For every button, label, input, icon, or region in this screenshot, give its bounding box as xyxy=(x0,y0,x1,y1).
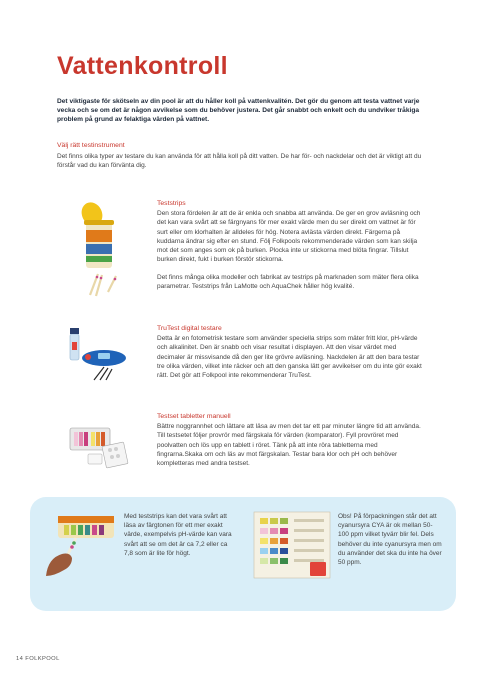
choose-heading: Välj rätt testinstrument xyxy=(57,142,125,149)
trutest-text xyxy=(157,334,422,380)
box-left-text: Med teststrips kan det vara svårt att läsa av färgtonen för ett mer exakt värde, exempelvis pH-värde kan vara svårt att se om det är ca 7,2 eller ca 7,8 som är lite för högt. xyxy=(124,513,232,557)
page-title: Vattenkontroll xyxy=(57,52,228,80)
teststrips-image xyxy=(72,200,134,300)
teststrips-package-image xyxy=(252,510,332,580)
choose-text: Det finns olika typer av testare du kan använda för att hålla koll på ditt vatten. De har för- och nackdelar och det är viktigt att du förstår vad du kan förvänta dig. xyxy=(57,153,422,170)
trutest-paragraph-1: Detta är en fotometrisk testare som använder speciella strips som mäter fritt klor, pH-värde och alkalinitet. Den är snabb och visar resultat i displayen. Att den visar värdet med decimaler är missvisande då den ger lite grövre avläsning. Nackdelen är att den bara testar tre olika värden, vilket inte räcker och att den ganska lätt ger avvikelser om du inte gör exakt rätt. Det gör att Folkpool inte rekommenderar TruTest. xyxy=(157,335,422,380)
teststrips-text xyxy=(157,209,422,291)
trutest-heading: TruTest digital testare xyxy=(157,325,222,332)
teststrips-paragraph-1: Den stora fördelen är att de är enkla och snabba att använda. De ger en grov avläsning och det kan vara svårt att se färgnyans för mer exakt värde men du ser direkt om vattnet är för surt eller om klorhalten är alldeles för hög. Notera avlästa värden direkt. Färgerna på kuddarna ändrar sig efter en stund. Följ Folkpools rekommenderade värden som kan skilja mot det som anges som ok på burken. Plocka inte ur stickorna med blöta fingrar. Tillslut burken direkt, fukt i burken förstör stickorna. xyxy=(157,210,421,264)
tablets-text xyxy=(157,422,422,468)
teststrips-paragraph-2: Det finns många olika modeller och fabrikat av testrips på marknaden som mäter flera olika parametrar. Teststrips från LaMotte och AquaChek håller hög kvalité. xyxy=(157,273,419,291)
trutest-device-image xyxy=(64,320,132,384)
tablets-paragraph-1: Bättre noggrannhet och lättare att läsa av men det tar ett par minuter längre tid att använda. Till testsetet följer provrör med färgskala för värden (komparator). Fyll provröret med poolvatten och lös upp en tablett i röret. Tänk på att inte röra tabletterna med fingrarna.Skaka om och läs av mot färgskalan. Testar bara klor och pH och behöver kompletteras med andra testset. xyxy=(157,423,421,468)
tablet-testset-image xyxy=(68,420,130,470)
teststrips-heading: Teststrips xyxy=(157,200,186,207)
tablets-heading: Testset tabletter manuell xyxy=(157,413,231,420)
box-right-text: Obs! På förpackningen står det att cyanursyra CYA är ok mellan 50-100 ppm vilket tyvärr blir fel. Dels behöver du inte cyanursyra men om du använder det ska du inte ha över 50 ppm. xyxy=(338,513,442,567)
intro-paragraph: Det viktigaste för skötseln av din pool är att du håller koll på vattenkvalitén. Det gör du genom att testa vattnet varje vecka och se om det är någon avvikelse som du behöver justera. Det går snabbt och enkelt och du undviker tråkiga problem på grund av felaktiga värden på vattnet. xyxy=(57,98,420,124)
teststrip-hand-image xyxy=(44,510,118,578)
page-footer: 14 FOLKPOOL xyxy=(16,656,60,662)
